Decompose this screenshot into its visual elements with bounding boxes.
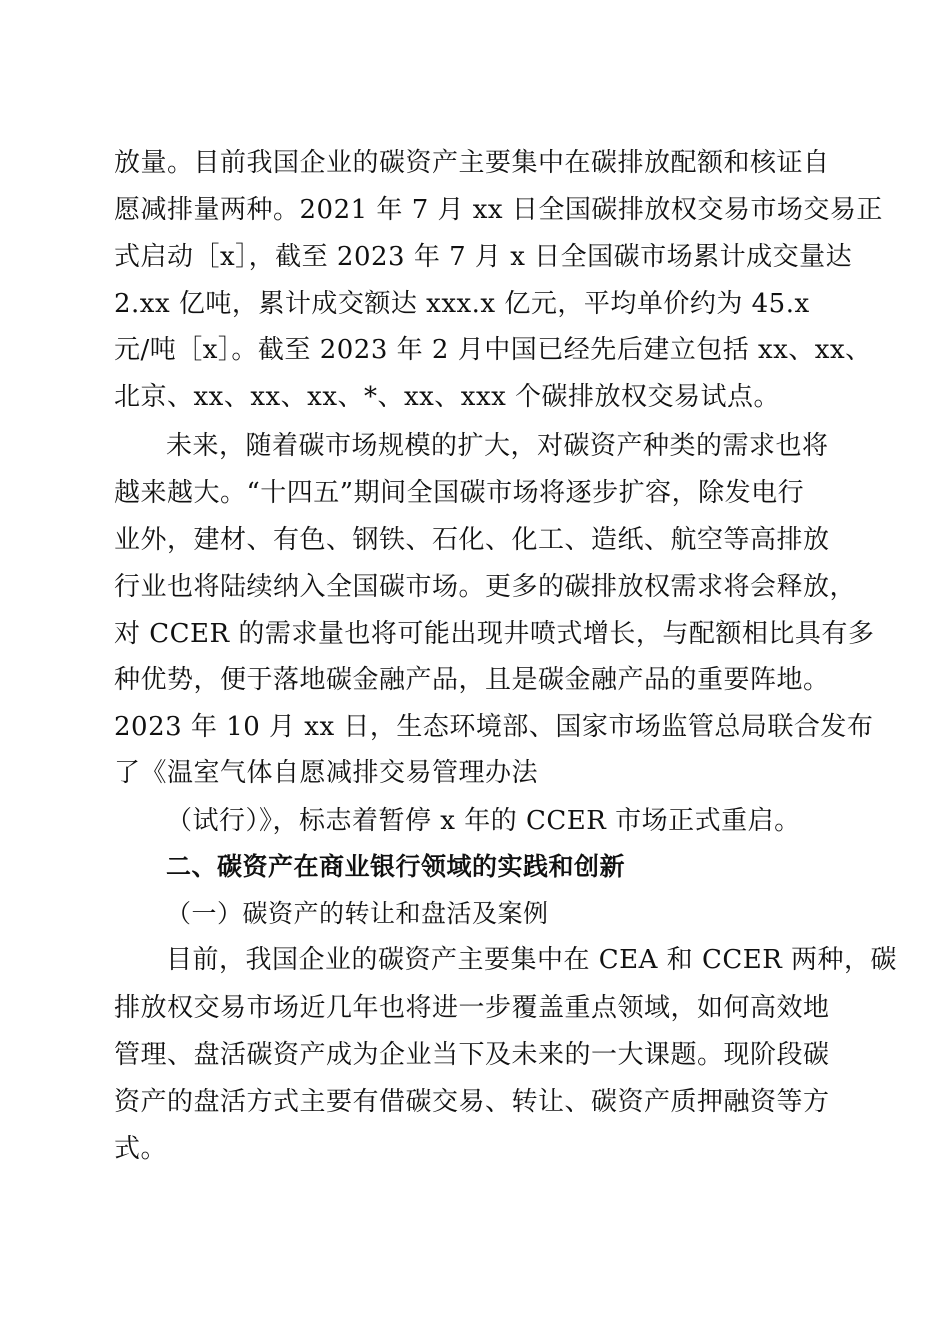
text-line: 越来越大。“十四五”期间全国碳市场将逐步扩容，除发电行 [114,478,805,508]
text-line: 未来，随着碳市场规模的扩大，对碳资产种类的需求也将 [166,431,829,461]
section-heading: 二、碳资产在商业银行领域的实践和创新 [166,852,626,881]
text-line: 愿减排量两种。2021 年 7 月 xx 日全国碳排放权交易市场交易正 [114,195,883,225]
text-line: 资产的盘活方式主要有借碳交易、转让、碳资产质押融资等方 [114,1087,830,1117]
text-line: 式。 [114,1134,168,1164]
text-line: 2.xx 亿吨，累计成交额达 xxx.x 亿元，平均单价约为 45.x [114,289,810,319]
text-line: （试行）》，标志着暂停 x 年的 CCER 市场正式重启。 [166,806,801,836]
text-line: 式启动［x］，截至 2023 年 7 月 x 日全国碳市场累计成交量达 [114,242,853,272]
text-line: 目前，我国企业的碳资产主要集中在 CEA 和 CCER 两种，碳 [166,945,898,975]
subsection-heading: （一）碳资产的转让和盘活及案例 [166,899,549,928]
text-line: 2023 年 10 月 xx 日，生态环境部、国家市场监管总局联合发布 [114,712,874,742]
text-line: 元/吨［x］。截至 2023 年 2 月中国已经先后建立包括 xx、xx、 [114,335,872,365]
text-line: 放量。目前我国企业的碳资产主要集中在碳排放配额和核证自 [114,148,830,178]
text-line: 业外，建材、有色、钢铁、石化、化工、造纸、航空等高排放 [114,525,830,555]
text-line: 管理、盘活碳资产成为企业当下及未来的一大课题。现阶段碳 [114,1040,830,1070]
text-line: 北京、xx、xx、xx、*、xx、xxx 个碳排放权交易试点。 [114,382,781,412]
text-line: 了《温室气体自愿减排交易管理办法 [114,758,539,788]
text-line: 排放权交易市场近几年也将进一步覆盖重点领域，如何高效地 [114,993,830,1023]
text-line: 行业也将陆续纳入全国碳市场。更多的碳排放权需求将会释放， [114,572,857,602]
text-line: 对 CCER 的需求量也将可能出现井喷式增长，与配额相比具有多 [114,619,875,649]
text-line: 种优势，便于落地碳金融产品，且是碳金融产品的重要阵地。 [114,665,830,695]
